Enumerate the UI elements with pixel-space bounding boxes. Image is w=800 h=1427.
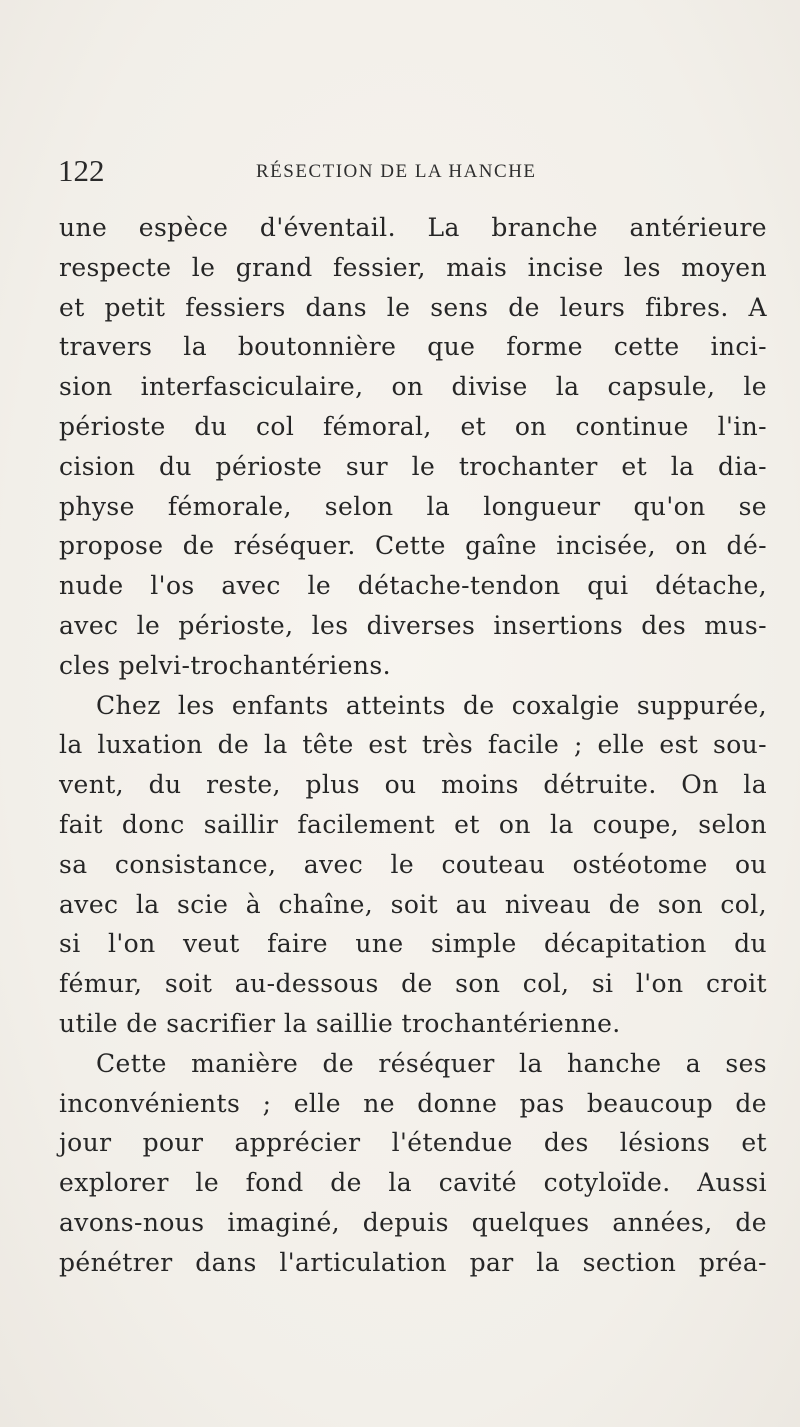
text-line: sion interfasciculaire, on divise la capsule, le [59,372,767,402]
page-header [58,150,758,192]
text-line: nude l'os avec le détache-tendon qui détache, [59,571,767,601]
text-line: inconvénients ; elle ne donne pas beaucoup de [59,1088,767,1118]
text-line: si l'on veut faire une simple décapitation du [59,929,767,959]
text-line: sa consistance, avec le couteau ostéotome ou [59,849,767,879]
paragraph-end-line: utile de sacrifier la saillie trochantérienne. [59,1008,621,1038]
text-line: pénétrer dans l'articulation par la section préa- [59,1247,767,1277]
text-line: avec le périoste, les diverses insertions des mus- [59,610,767,640]
text-line: propose de réséquer. Cette gaîne incisée, on dé- [59,531,767,561]
text-line: travers la boutonnière que forme cette inci- [59,332,767,362]
body-text [59,208,767,1283]
text-line: et petit fessiers dans le sens de leurs fibres. A [59,292,767,322]
paragraph-start-line: Chez les enfants atteints de coxalgie suppurée, [96,690,767,720]
text-line: avons-nous imaginé, depuis quelques années, de [59,1207,767,1237]
text-line: cision du périoste sur le trochanter et la dia- [59,451,767,481]
text-line: une espèce d'éventail. La branche antérieure [59,213,767,242]
text-line: physe fémorale, selon la longueur qu'on se [59,491,767,521]
paragraph-end-line: cles pelvi-trochantériens. [59,650,391,680]
page-number: 122 [58,153,105,188]
text-line: fait donc saillir facilement et on la coupe, selon [59,809,767,839]
text-line: avec la scie à chaîne, soit au niveau de son col, [59,889,767,919]
text-line: jour pour apprécier l'étendue des lésions et [59,1128,767,1158]
text-line: vent, du reste, plus ou moins détruite. On la [59,770,767,800]
text-line: périoste du col fémoral, et on continue l'in- [59,411,767,441]
running-head: RÉSECTION DE LA HANCHE [256,161,537,182]
text-line: explorer le fond de la cavité cotyloïde. Aussi [59,1168,767,1198]
paragraph-start-line: Cette manière de réséquer la hanche a ses [96,1048,767,1078]
text-line: respecte le grand fessier, mais incise les moyen [59,252,767,282]
text-line: la luxation de la tête est très facile ; elle est sou- [59,730,767,760]
text-line: fémur, soit au-dessous de son col, si l'on croit [59,969,767,999]
